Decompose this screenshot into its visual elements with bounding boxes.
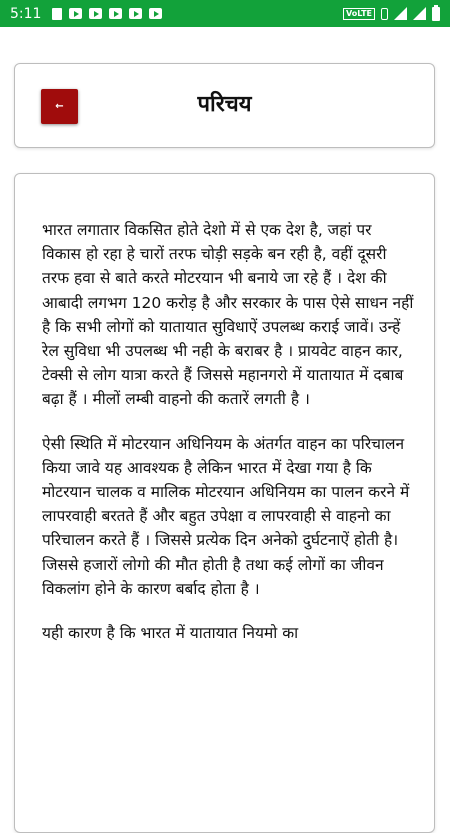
page-title: परिचय: [197, 92, 252, 117]
content-paragraph: यही कारण है कि भारत में यातायात नियमो का: [42, 624, 299, 643]
content-paragraph: ऐसी स्थिति में मोटरयान अधिनियम के अंतर्गत वाहन का परिचालन किया जावे यह आवश्यक है लेकिन भारत में देखा गया है कि मोटरयान चालक व मालिक मोटरयान अधिनियम का पालन करने में लापरवाही बरतते हैं और बहुत उपेक्षा व लापरवाही से वाहनो का परिचालन करते हैं । जिससे प्रत्येक दिन अनेको दुर्घटनाऐं होती है। जिससे हजारों लोगो की मौत होती है तथा कई लोगों का जीवन विकलांग होने के कारण बर्बाद होता है ।: [42, 434, 410, 598]
youtube-icon: [109, 8, 122, 19]
status-right: [343, 7, 450, 21]
youtube-icon: [129, 8, 142, 19]
youtube-icon: [69, 8, 82, 19]
status-bar: [0, 0, 450, 27]
status-time: 5:11: [10, 5, 42, 22]
youtube-icon: [149, 8, 162, 19]
wifi-signal-icon: [413, 7, 426, 20]
content-card: [14, 173, 435, 833]
youtube-icon: [89, 8, 102, 19]
volte-badge: VoLTE: [343, 8, 375, 20]
signal-icon: [394, 7, 407, 20]
vibrate-icon: [381, 8, 388, 20]
back-arrow-icon: ←: [55, 100, 64, 112]
battery-icon: [432, 7, 440, 21]
header-card: [14, 63, 435, 148]
content-paragraph: भारत लगातार विकसित होते देशो में से एक देश है, जहां पर विकास हो रहा हे चारों तरफ चोड़ी सड़के बन रही है, वहीं दूसरी तरफ हवा से बाते करते मोटरयान भी बनाये जा रहे हैं । देश की आबादी लगभग 120 करोड़ है और सरकार के पास ऐसे साधन नहीं है कि सभी लोगों को यातायात सुविधाऐं उपलब्ध कराई जावें। उन्हें रेल सुविधा भी उपलब्ध भी नही के बराबर है । प्रायवेट वाहन कार, टेक्सी से लोग यात्रा करते हैं जिससे महानगरो में यातायात में दबाब बढ़ा हैं । मीलों लम्बी वाहनो की कतारें लगती है ।: [42, 221, 414, 409]
status-left: [0, 6, 162, 22]
doc-icon: [52, 8, 62, 20]
content-text: [42, 218, 414, 665]
